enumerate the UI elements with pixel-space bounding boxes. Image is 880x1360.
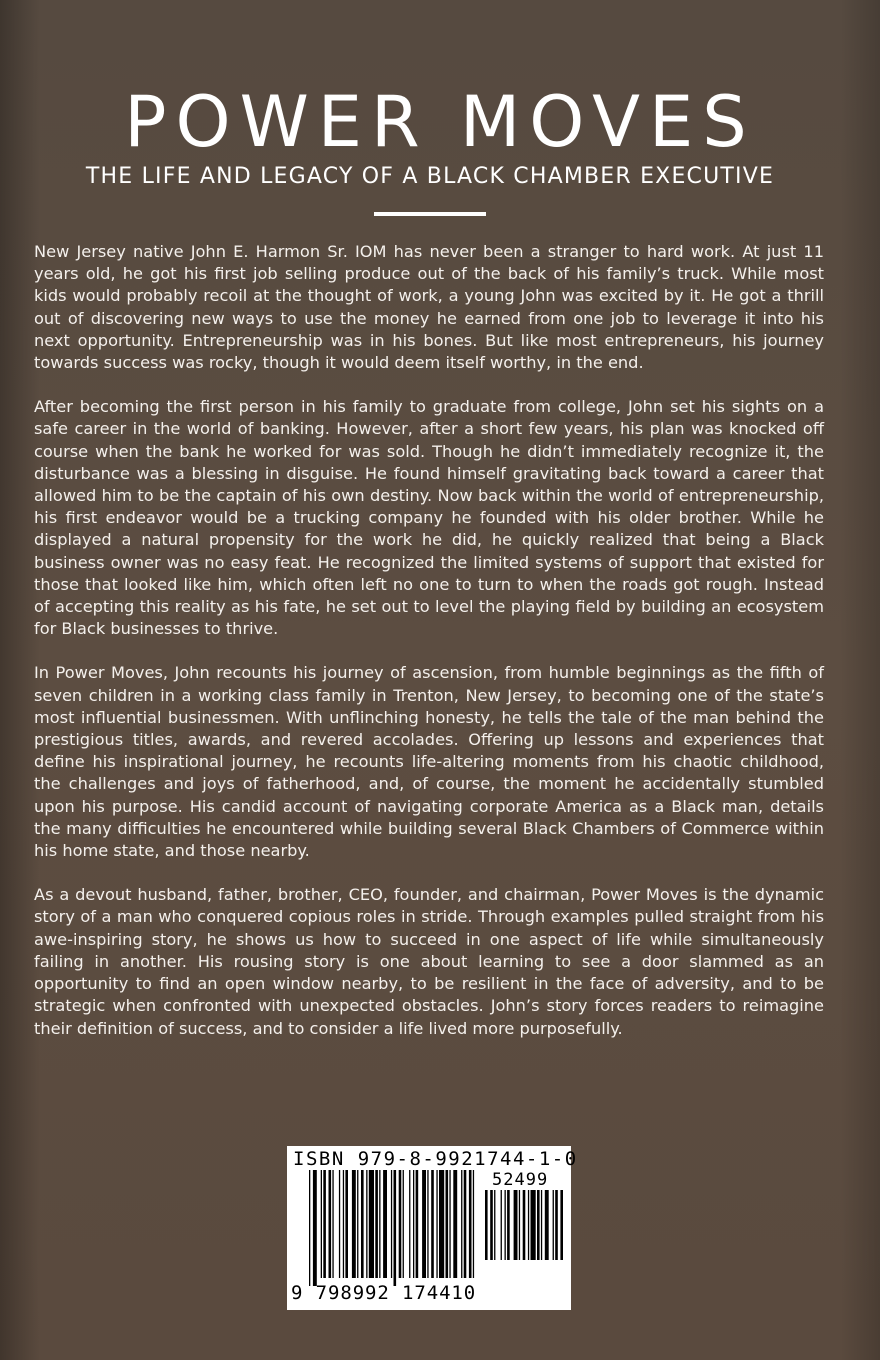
synopsis-paragraph: As a devout husband, father, brother, CEO, founder, and chairman, Power Moves is the dynamic story of a man who conquered copious roles in stride. Through examples pulled straight from his awe-inspiring story, he shows us how to succeed in one aspect of life while simultaneously failing in another. His rousing story is one about learning to see a door slammed as an opportunity to find an open window nearby, to be resilient in the face of adversity, and to be strategic when confronted with unexpected obstacles. John’s story forces readers to reimagine their definition of success, and to consider a life lived more purposefully.	[34, 885, 824, 1038]
barcode-bar	[352, 1170, 356, 1278]
barcode-bar	[329, 1170, 332, 1278]
barcode-bar	[413, 1170, 414, 1278]
barcode-bar	[427, 1170, 428, 1278]
ean-bars	[309, 1170, 479, 1286]
barcode-bar	[528, 1190, 529, 1260]
barcode-bar	[409, 1170, 410, 1278]
barcode-bar	[422, 1170, 426, 1278]
barcode-bar	[309, 1170, 310, 1286]
barcode-bar	[469, 1170, 472, 1278]
barcode-bar	[514, 1190, 518, 1260]
price-code: 52499	[492, 1170, 549, 1190]
addon-bars	[485, 1190, 563, 1260]
barcode-bar	[545, 1190, 549, 1260]
barcode-bar	[323, 1170, 326, 1278]
book-title: POWER MOVES	[124, 81, 756, 163]
barcode-bar	[453, 1170, 457, 1278]
isbn-barcode	[287, 1146, 578, 1310]
barcode-bar	[485, 1190, 488, 1260]
barcode-bar	[383, 1170, 387, 1278]
barcode-bar	[345, 1170, 348, 1278]
barcode-bar	[541, 1190, 542, 1260]
barcode-bar	[369, 1170, 374, 1278]
barcode-bar	[366, 1170, 367, 1278]
barcode-bar	[399, 1170, 402, 1278]
barcode-bar	[379, 1170, 380, 1278]
barcode-bar	[501, 1190, 502, 1260]
barcode-bar	[343, 1170, 344, 1278]
barcode-bar	[313, 1170, 317, 1286]
barcode-bar	[464, 1170, 467, 1278]
barcode-bar	[461, 1170, 462, 1278]
barcode-bar	[431, 1170, 434, 1278]
synopsis	[34, 241, 824, 1062]
barcode-bar	[560, 1190, 563, 1260]
barcode-bar	[394, 1170, 397, 1286]
barcode-bar	[321, 1170, 322, 1278]
barcode-bar	[505, 1190, 506, 1260]
barcode-bar	[490, 1190, 493, 1260]
barcode-bar	[436, 1170, 437, 1278]
barcode-bar	[446, 1170, 449, 1278]
title-divider	[374, 212, 486, 216]
synopsis-paragraph: After becoming the first person in his family to graduate from college, John set his sights on a safe career in the world of banking. However, after a short few years, his plan was knocked off course when the bank he worked for was sold. Though he didn’t immediately recognize it, the disturbance was a blessing in disguise. He found himself gravitating back toward a career that allowed him to be the captain of his own destiny. Now back within the world of entrepreneurship, his first endeavor would be a trucking company he founded with his older brother. While he displayed a natural propensity for the work he did, he quickly realized that being a Black business owner was no easy feat. He recognized the limited systems of support that existed for those that looked like him, which often left no one to turn to when the roads got rough. Instead of accepting this reality as his fate, he set out to level the playing field by building an ecosystem for Black businesses to thrive.	[34, 397, 824, 639]
barcode-bar	[473, 1170, 474, 1278]
synopsis-paragraph: In Power Moves, John recounts his journey of ascension, from humble beginnings as the fifth of seven children in a working class family in Trenton, New Jersey, to becoming one of the state’s most influential businessmen. With unflinching honesty, he tells the tale of the man behind the prestigious titles, awards, and revered accolades. Offering up lessons and experiences that define his inspirational journey, he recounts life-altering moments from his chaotic childhood, the challenges and joys of fatherhood, and, of course, the moment he accidentally stumbled upon his purpose. His candid account of navigating corporate America as a Black man, details the many difficulties he encountered while building several Black Chambers of Commerce within his home state, and those nearby.	[34, 663, 824, 861]
barcode-bar	[391, 1170, 392, 1278]
isbn-label: ISBN 979-8-9921744-1-0	[293, 1148, 578, 1170]
barcode-bar	[361, 1170, 364, 1278]
barcode-bar	[507, 1190, 510, 1260]
barcode-bar	[553, 1190, 554, 1260]
barcode-bar	[357, 1170, 358, 1278]
barcode-bar	[449, 1170, 450, 1278]
barcode-bar	[416, 1170, 419, 1278]
barcode-bar	[439, 1170, 444, 1278]
barcode-bar	[519, 1190, 520, 1260]
synopsis-paragraph: New Jersey native John E. Harmon Sr. IOM has never been a stranger to hard work. At just 11 years old, he got his first job selling produce out of the back of his family’s truck. While most kids would probably recoil at the thought of work, a young John was excited by it. He got a thrill out of discovering new ways to use the money he earned from one job to leverage it into his next opportunity. Entrepreneurship was in his bones. But like most entrepreneurs, his journey towards success was rocky, though it would deem itself worthy, in the end.	[34, 242, 824, 373]
barcode-bar	[375, 1170, 378, 1278]
barcode-bar	[537, 1190, 540, 1260]
barcode-bar	[494, 1190, 495, 1260]
barcode-bar	[555, 1190, 558, 1260]
barcode-bar	[332, 1170, 333, 1278]
barcode-bar	[403, 1170, 404, 1278]
barcode-bar	[523, 1190, 526, 1260]
ean-digits: 9 798992 174410	[291, 1282, 477, 1304]
barcode-bar	[531, 1190, 536, 1260]
book-subtitle: THE LIFE AND LEGACY OF A BLACK CHAMBER EXECUTIVE	[85, 164, 775, 189]
barcode-bar	[339, 1170, 340, 1278]
